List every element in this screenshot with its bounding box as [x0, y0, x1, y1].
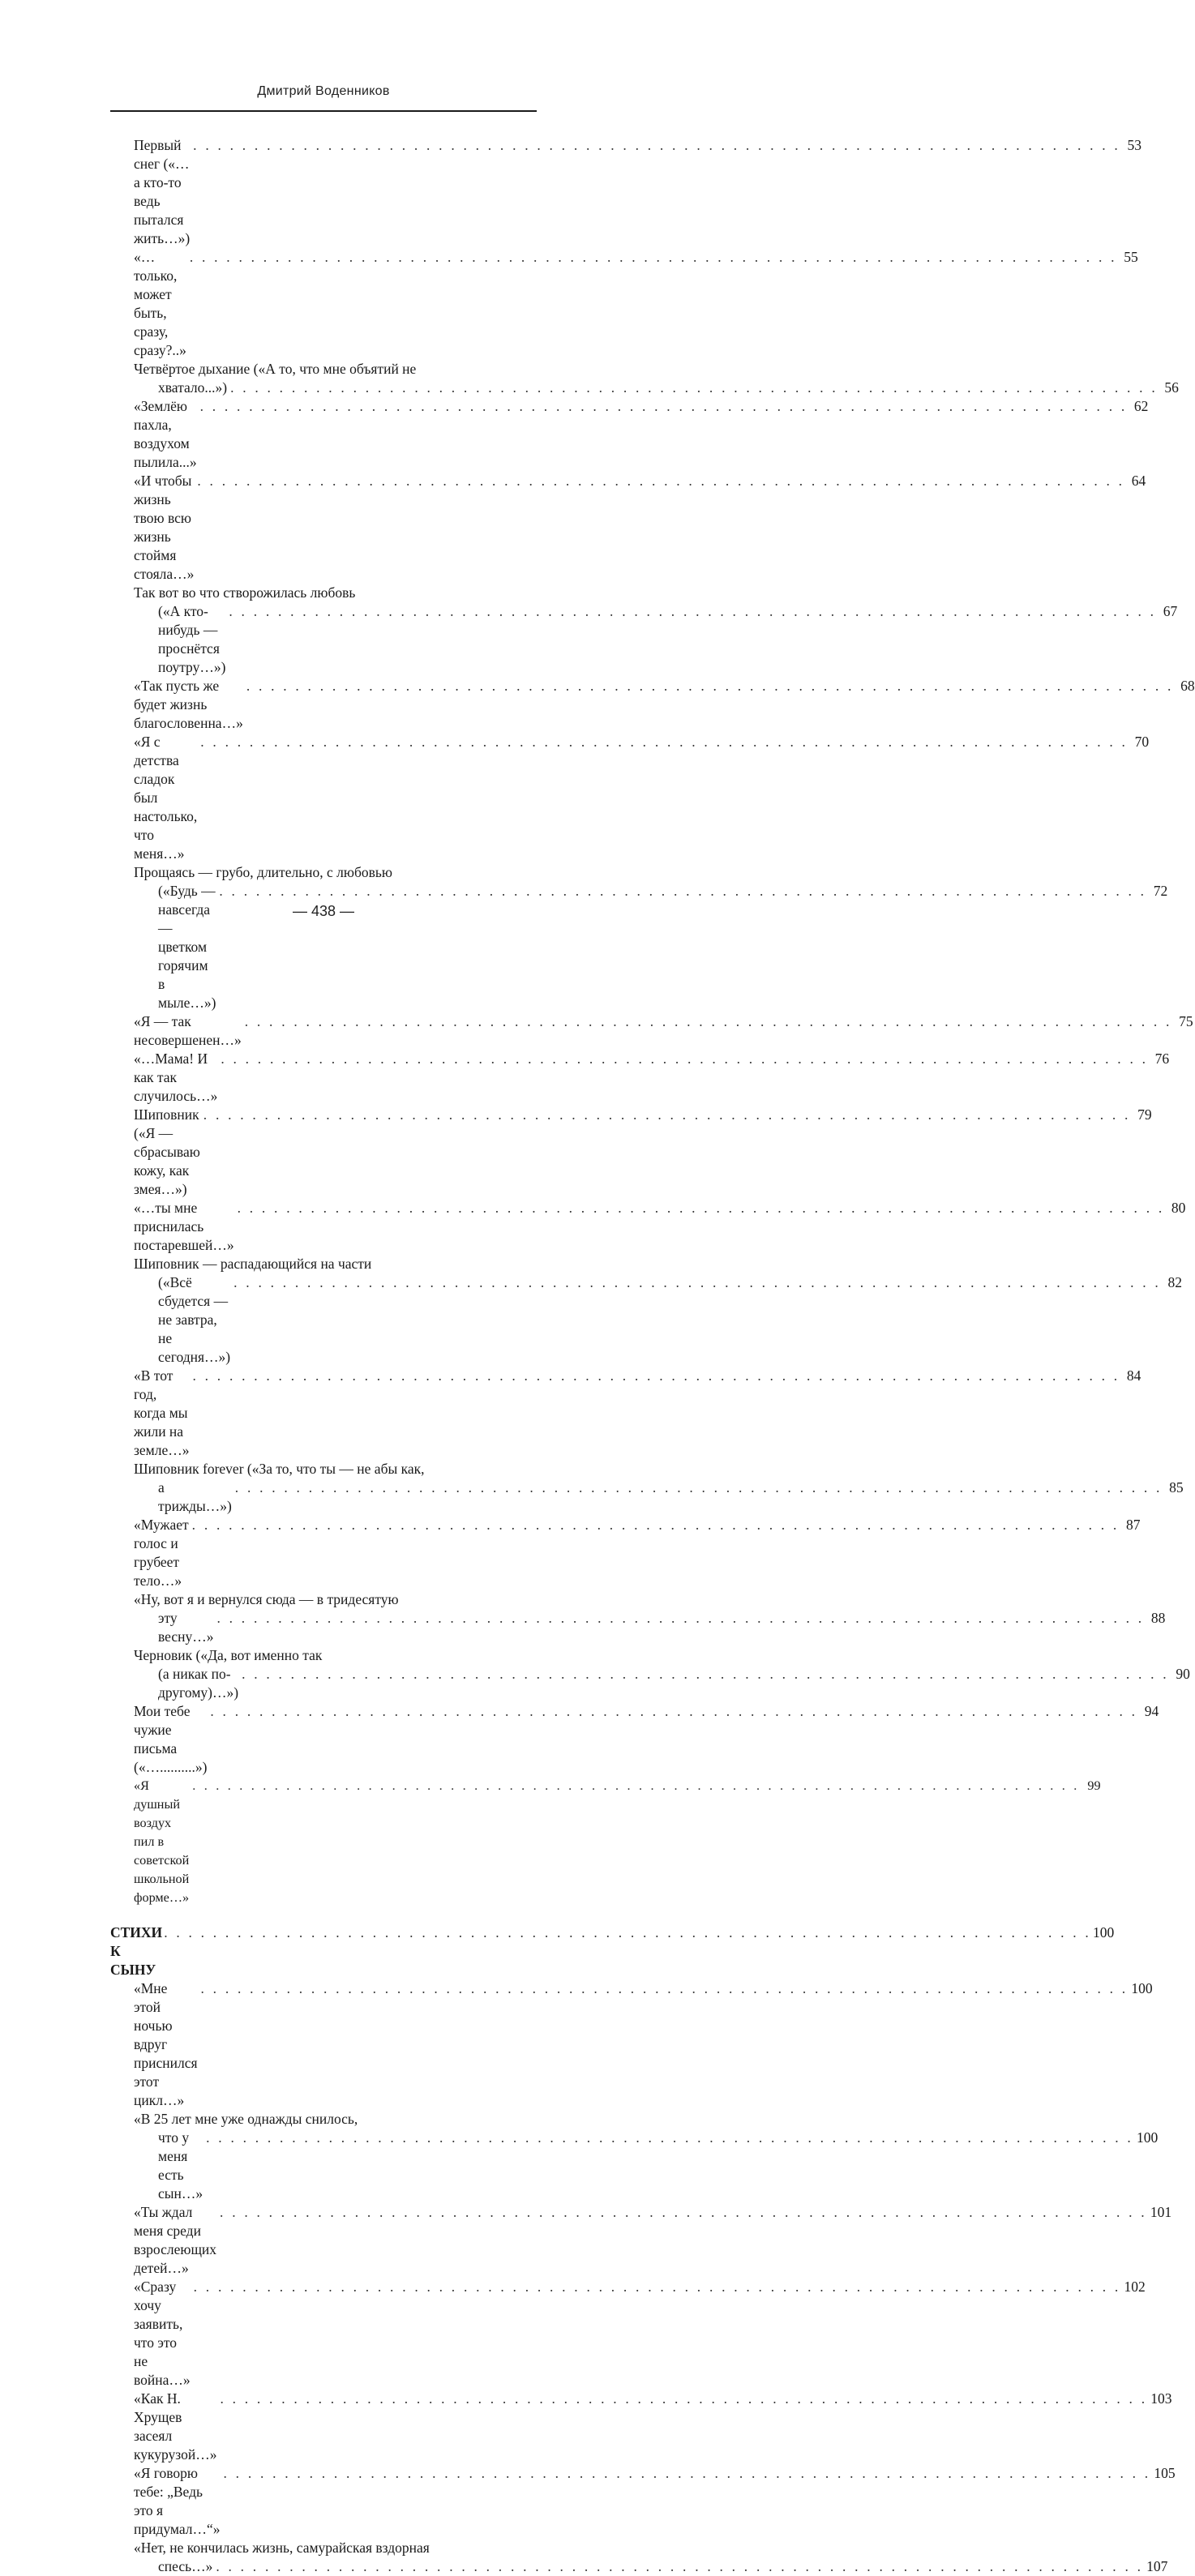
entry-page-number: 100	[1131, 1980, 1153, 1996]
entry-title: «Я душный воздух пил в советской школьной форме…»	[134, 1778, 190, 1905]
entry-page-number: 55	[1124, 249, 1138, 265]
entry-title-line2-row	[134, 882, 1168, 1012]
entry-page-number: 100	[1136, 2129, 1159, 2146]
entry-page-number: 107	[1146, 2558, 1168, 2574]
section-gap	[110, 1907, 531, 1923]
entry-page-number: 84	[1126, 1367, 1141, 1384]
dot-leader: . . . . . . . . . . . . . . . . . . . . . . . . . . . . . . . . . . . . . . . . . . . . . . . . . . . . . . . . . . . . . . . . . . . . . . . . . . . .	[193, 137, 1120, 153]
entry-page-number: 87	[1126, 1517, 1141, 1533]
entry-title-line1: Прощаясь — грубо, длительно, с любовью	[134, 864, 392, 880]
entry-page-number: 82	[1167, 1274, 1182, 1290]
entry-title-line1: Так вот во что створожилась любовь	[134, 584, 356, 601]
entry-title-line2: (а никак по-другому)…»)	[158, 1666, 239, 1701]
entry-title: «В тот год, когда мы жили на земле…»	[134, 1367, 190, 1458]
dot-leader: . . . . . . . . . . . . . . . . . . . . . . . . . . . . . . . . . . . . . . . . . . . . . . . . . . . . . . . . . . . . . . . . . . . . . . . . . . . .	[210, 1703, 1138, 1719]
toc-entry	[110, 733, 1150, 863]
dot-leader: . . . . . . . . . . . . . . . . . . . . . . . . . . . . . . . . . . . . . . . . . . . . . . . . . . . . . . . . . . . . . . . . . . . . . . . . . . . .	[197, 473, 1125, 489]
dot-leader: . . . . . . . . . . . . . . . . . . . . . . . . . . . . . . . . . . . . . . . . . . . . . . . . . . . . . . . . . . . . . . . . . . . . . . . . . . . .	[244, 1013, 1172, 1029]
entry-page-number: 94	[1144, 1703, 1159, 1719]
entry-title: «…только, может быть, сразу, сразу?..»	[134, 249, 186, 358]
entry-title-line2-row	[134, 1273, 1182, 1367]
dot-leader: . . . . . . . . . . . . . . . . . . . . . . . . . . . . . . . . . . . . . . . . . . . . . . . . . . . . . . . . . . . . . . . . . . . . . . . . . . . .	[216, 1610, 1145, 1626]
section-title: СТИХИ К СЫНУ	[110, 1924, 163, 1978]
entry-title: «И чтобы жизнь твою всю жизнь стоймя стояла…»	[134, 473, 195, 582]
toc-entry	[110, 248, 1138, 360]
entry-title-line1: «В 25 лет мне уже однажды снилось,	[134, 2111, 358, 2127]
toc-entry	[110, 1255, 1182, 1367]
entry-title-line2-row	[134, 1478, 1184, 1516]
entry-page-number: 88	[1150, 1610, 1166, 1626]
entry-title: «Так пусть же будет жизнь благословенна…»	[134, 678, 243, 731]
toc-entry	[110, 1702, 1159, 1777]
entry-title-line2: эту весну…»	[158, 1610, 214, 1645]
entry-title-line2: а трижды…»)	[158, 1479, 232, 1514]
entry-page-number: 101	[1150, 2204, 1172, 2220]
entry-title: «Сразу хочу заявить, что это не война…»	[134, 2279, 191, 2388]
page-folio: — 438 —	[292, 903, 355, 919]
running-head-author: Дмитрий Воденников	[257, 84, 390, 98]
toc-entry	[110, 2203, 1172, 2278]
dot-leader: . . . . . . . . . . . . . . . . . . . . . . . . . . . . . . . . . . . . . . . . . . . . . . . . . . . . . . . . . . . . . . . . . . . . . . . . . . . .	[230, 379, 1158, 396]
entry-title: «Я с детства сладок был настолько, что меня…»	[134, 734, 198, 862]
entry-page-number: 79	[1137, 1106, 1152, 1123]
toc-entry	[110, 1516, 1141, 1590]
section-entries	[110, 1979, 1176, 2576]
dot-leader: . . . . . . . . . . . . . . . . . . . . . . . . . . . . . . . . . . . . . . . . . . . . . . . . . . . . . . . . . . . . . . . . . . . . . . . . . . . .	[164, 1924, 1092, 1941]
entry-page-number: 105	[1154, 2465, 1176, 2481]
entry-page-number: 80	[1171, 1200, 1186, 1216]
entry-page-number: 99	[1087, 1778, 1101, 1793]
entry-title: «Ты ждал меня среди взрослеющих детей…»	[134, 2204, 217, 2276]
dot-leader: . . . . . . . . . . . . . . . . . . . . . . . . . . . . . . . . . . . . . . . . . . . . . . . . . . . . . . . . . . . . . . . . . . . . . . . . . . . .	[219, 883, 1147, 899]
dot-leader: . . . . . . . . . . . . . . . . . . . . . . . . . . . . . . . . . . . . . . . . . . . . . . . . . . . . . . . . . . . . . . . . . . . . . . . . . . . .	[234, 1479, 1163, 1496]
entry-title-line1: Шиповник — распадающийся на части	[134, 1256, 372, 1272]
entry-title: «Я — так несовершенен…»	[134, 1013, 242, 1048]
entry-title-line2: хватало...»)	[158, 379, 228, 396]
entry-page-number: 53	[1127, 137, 1141, 153]
toc-entry	[110, 2110, 1159, 2203]
entry-page-number: 67	[1163, 603, 1178, 619]
section-page-number: 100	[1093, 1924, 1115, 1941]
toc-entry	[110, 2464, 1176, 2539]
toc-entry	[110, 1979, 1153, 2110]
entry-title: «…ты мне приснилась постаревшей…»	[134, 1200, 234, 1253]
toc-entry	[110, 1050, 1170, 1106]
entry-title: «Мне этой ночью вдруг приснился этот цикл…»	[134, 1980, 198, 2108]
table-of-contents	[110, 136, 1195, 2576]
dot-leader: . . . . . . . . . . . . . . . . . . . . . . . . . . . . . . . . . . . . . . . . . . . . . . . . . . . . . . . . . . . . . . . . . . . . . . . . . . . .	[203, 1106, 1131, 1123]
toc-entry	[110, 1590, 1166, 1646]
entry-title-line2-row	[134, 1609, 1166, 1646]
entry-page-number: 64	[1131, 473, 1146, 489]
dot-leader: . . . . . . . . . . . . . . . . . . . . . . . . . . . . . . . . . . . . . . . . . . . . . . . . . . . . . . . . . . . . . . . . . . . . . . . . . . . .	[242, 1666, 1169, 1682]
dot-leader: . . . . . . . . . . . . . . . . . . . . . . . . . . . . . . . . . . . . . . . . . . . . . . . . . . . . . . . . . . . . . . . . . . . . . . . . . . . .	[206, 2129, 1133, 2146]
dot-leader: . . . . . . . . . . . . . . . . . . . . . . . . . . . . . . . . . . . . . . . . . . . . . . . . . . . . . . . . . . . . . . . . . . . . . . . . . . . .	[237, 1200, 1165, 1216]
toc-entry	[110, 2390, 1172, 2464]
dot-leader: . . . . . . . . . . . . . . . . . . . . . . . . . . . . . . . . . . . . . . . . . . . . . . . . . . . . . . . . . . . . . . . . . . . . . . . . . . . .	[246, 678, 1174, 694]
entry-title: «Землёю пахла, воздухом пылила...»	[134, 398, 197, 470]
toc-entry	[110, 2278, 1146, 2390]
entry-title-line2-row	[134, 2557, 1168, 2576]
dot-leader: . . . . . . . . . . . . . . . . . . . . . . . . . . . . . . . . . . . . . . . . . . . . . . . . . . . . . . . . . . . . . . . . . . . . . . . . . . . .	[192, 1778, 1080, 1793]
dot-leader: . . . . . . . . . . . . . . . . . . . . . . . . . . . . . . . . . . . . . . . . . . . . . . . . . . . . . . . . . . . . . . . . . . . . . . . . . . . .	[220, 2204, 1147, 2220]
entry-title-line2-row	[134, 2129, 1159, 2203]
toc-entry	[110, 360, 1179, 397]
entry-page-number: 68	[1180, 678, 1195, 694]
entry-title-line1: «Нет, не кончилась жизнь, самурайская вздорная	[134, 2540, 430, 2556]
entry-page-number: 85	[1169, 1479, 1184, 1496]
entry-page-number: 76	[1154, 1051, 1170, 1067]
entry-title-line2: что у меня есть сын…»	[158, 2129, 203, 2202]
dot-leader: . . . . . . . . . . . . . . . . . . . . . . . . . . . . . . . . . . . . . . . . . . . . . . . . . . . . . . . . . . . . . . . . . . . . . . . . . . . .	[192, 1367, 1120, 1384]
entry-title-line2-row	[134, 602, 1178, 677]
entry-title: Шиповник («Я — сбрасываю кожу, как змея…»)	[134, 1106, 200, 1197]
entry-title-line1: Черновик («Да, вот именно так	[134, 1647, 323, 1663]
entry-page-number: 62	[1133, 398, 1149, 414]
toc-entry	[110, 136, 1141, 248]
entry-title-line2: («Всё сбудется — не завтра, не сегодня…»)	[158, 1274, 231, 1365]
dot-leader: . . . . . . . . . . . . . . . . . . . . . . . . . . . . . . . . . . . . . . . . . . . . . . . . . . . . . . . . . . . . . . . . . . . . . . . . . . . .	[200, 734, 1129, 750]
toc-entry	[110, 1367, 1141, 1460]
dot-leader: . . . . . . . . . . . . . . . . . . . . . . . . . . . . . . . . . . . . . . . . . . . . . . . . . . . . . . . . . . . . . . . . . . . . . . . . . . . .	[200, 1980, 1129, 1996]
toc-entry	[110, 397, 1149, 472]
dot-leader: . . . . . . . . . . . . . . . . . . . . . . . . . . . . . . . . . . . . . . . . . . . . . . . . . . . . . . . . . . . . . . . . . . . . . . . . . . . .	[191, 1517, 1120, 1533]
entry-page-number: 90	[1176, 1666, 1190, 1682]
dot-leader: . . . . . . . . . . . . . . . . . . . . . . . . . . . . . . . . . . . . . . . . . . . . . . . . . . . . . . . . . . . . . . . . . . . . . . . . . . . .	[221, 1051, 1149, 1067]
entry-page-number: 72	[1153, 883, 1168, 899]
entry-title: Мои тебе чужие письма («…..........»)	[134, 1703, 208, 1775]
entry-page-number: 103	[1150, 2390, 1172, 2407]
entry-title-line1: Четвёртое дыхание («А то, что мне объятий не	[134, 361, 417, 377]
entry-page-number: 56	[1164, 379, 1179, 396]
toc-entry	[110, 1012, 1193, 1050]
entry-title-line2: («Будь — навсегда — цветком горячим в мыле…»)	[158, 883, 216, 1011]
entry-title-line1: «Ну, вот я и вернулся сюда — в тридесятую	[134, 1591, 399, 1607]
entry-title: «Как Н. Хрущев засеял кукурузой…»	[134, 2390, 217, 2463]
entry-title-line2-row	[134, 379, 1179, 397]
entry-title: «…Мама! И как так случилось…»	[134, 1051, 218, 1104]
entry-page-number: 70	[1134, 734, 1150, 750]
toc-entry	[110, 1460, 1184, 1516]
entry-title-line1: Шиповник forever («За то, что ты — не абы как,	[134, 1461, 425, 1477]
toc-entry	[110, 472, 1146, 584]
section-heading	[110, 1923, 1115, 1979]
dot-leader: . . . . . . . . . . . . . . . . . . . . . . . . . . . . . . . . . . . . . . . . . . . . . . . . . . . . . . . . . . . . . . . . . . . . . . . . . . . .	[189, 249, 1117, 265]
entry-title: «Я говорю тебе: „Ведь это я придумал…“»	[134, 2465, 221, 2537]
entry-page-number: 75	[1179, 1013, 1193, 1029]
dot-leader: . . . . . . . . . . . . . . . . . . . . . . . . . . . . . . . . . . . . . . . . . . . . . . . . . . . . . . . . . . . . . . . . . . . . . . . . . . . .	[220, 2390, 1148, 2407]
dot-leader: . . . . . . . . . . . . . . . . . . . . . . . . . . . . . . . . . . . . . . . . . . . . . . . . . . . . . . . . . . . . . . . . . . . . . . . . . . . .	[233, 1274, 1161, 1290]
entry-title-line2: («А кто-нибудь — проснётся поутру…»)	[158, 603, 226, 675]
header-rule	[110, 110, 537, 112]
toc-entry	[110, 584, 1178, 677]
entry-page-number: 102	[1124, 2279, 1146, 2295]
entry-title: «Мужает голос и грубеет тело…»	[134, 1517, 189, 1589]
dot-leader: . . . . . . . . . . . . . . . . . . . . . . . . . . . . . . . . . . . . . . . . . . . . . . . . . . . . . . . . . . . . . . . . . . . . . . . . . . . .	[193, 2279, 1121, 2295]
toc-entry	[110, 863, 1168, 1012]
toc-entry	[110, 1199, 1186, 1255]
toc-entry	[110, 1106, 1152, 1199]
toc-entry	[110, 1646, 1190, 1702]
dot-leader: . . . . . . . . . . . . . . . . . . . . . . . . . . . . . . . . . . . . . . . . . . . . . . . . . . . . . . . . . . . . . . . . . . . . . . . . . . . .	[199, 398, 1128, 414]
dot-leader: . . . . . . . . . . . . . . . . . . . . . . . . . . . . . . . . . . . . . . . . . . . . . . . . . . . . . . . . . . . . . . . . . . . . . . . . . . . .	[216, 2558, 1144, 2574]
entry-title-line2: спесь…»	[158, 2558, 213, 2574]
toc-entry	[110, 1777, 1101, 1907]
dot-leader: . . . . . . . . . . . . . . . . . . . . . . . . . . . . . . . . . . . . . . . . . . . . . . . . . . . . . . . . . . . . . . . . . . . . . . . . . . . .	[223, 2465, 1151, 2481]
dot-leader: . . . . . . . . . . . . . . . . . . . . . . . . . . . . . . . . . . . . . . . . . . . . . . . . . . . . . . . . . . . . . . . . . . . . . . . . . . . .	[229, 603, 1157, 619]
entry-title: Первый снег («…а кто-то ведь пытался жить…»)	[134, 137, 191, 246]
toc-entry	[110, 2539, 1168, 2576]
toc-entries	[110, 136, 1195, 1907]
toc-entry	[110, 677, 1195, 733]
entry-title-line2-row	[134, 1665, 1190, 1702]
